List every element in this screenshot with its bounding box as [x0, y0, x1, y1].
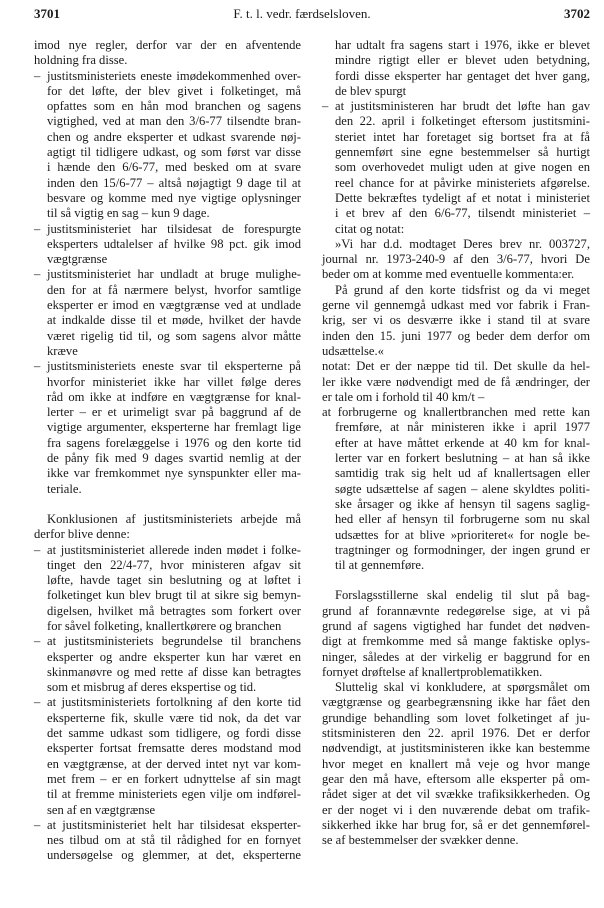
bullet-item — [34, 359, 301, 497]
text-line: imod nye regler, derfor var der en afventende — [34, 38, 301, 52]
paragraph — [34, 512, 301, 543]
text-line: lerter – er et urimeligt svar på baggrund af de — [47, 405, 301, 420]
bullet-dash: – — [34, 359, 41, 374]
text-line: besvare og komme med nye vigtige oplysninger — [47, 190, 301, 205]
bullet-item — [34, 267, 301, 359]
text-line: Konklusionen af justitsministeriets arbejde må — [47, 511, 301, 526]
page-number-right: 3702 — [564, 6, 590, 21]
text-line: at indkalde disse til et møde, hvilket der havde — [47, 313, 301, 328]
text-line: fornyet drøftelse af knallertproblematikken. — [322, 664, 543, 679]
text-line: tragtninger og formodninger, der ingen grund er — [335, 542, 590, 557]
text-line: eksperter og andre eksperter kun har været en — [47, 649, 301, 664]
page-number-left: 3701 — [34, 6, 60, 21]
bullet-dash: – — [34, 634, 41, 649]
text-line: ler ikke være nødvendigt med de få ændringer, der — [322, 374, 590, 389]
text-line: at forbrugerne og knallertbranchen med rette kan — [322, 405, 590, 420]
text-line: vigtige argumenter, eksperterne har fremlagt lige — [47, 420, 301, 435]
text-line: chen og andre eksperter et udkast svarende nøj- — [47, 129, 301, 144]
text-line: digt at fremkomme med så mange faktiske oplys- — [322, 634, 590, 649]
text-line: hvor meget en knallert må veje og hvor mange — [322, 756, 590, 771]
text-line: skinmanøvre og med rette af disse kan betragtes — [47, 664, 301, 679]
text-line: justitsministeriet har tilsidesat de forespurgte — [47, 221, 301, 236]
text-line: til at gennemføre. — [335, 558, 425, 573]
text-line: met frem – er en forkert udnyttelse af sin magt — [47, 771, 301, 786]
text-line: beder om at komme med eventuelle kommenta:er. — [322, 267, 575, 282]
text-line: reel chance for at påvirke ministeriets afgørelse. — [335, 175, 590, 190]
text-line: til at fremme ministeriets egen vilje om indførel- — [47, 787, 301, 802]
text-line: lerter var en forkert beslutning – at han så ikke — [335, 451, 590, 466]
text-line: steriet intet har foretaget sig bortset fra at få — [335, 129, 590, 144]
text-line: rådet siger at det vil svække trafiksikkerheden. Og — [322, 787, 590, 802]
text-line: holdning fra disse. — [34, 53, 128, 68]
text-line: har udtalt fra sagens start i 1976, ikke er blevet — [335, 38, 590, 52]
text-line: at justitsministeriets fortolkning af den korte tid — [47, 695, 301, 710]
text-line: det samme udkast som tidligere, og fordi disse — [47, 726, 301, 741]
bullet-dash: – — [34, 542, 41, 557]
right-column — [322, 38, 590, 848]
text-line: tinget den 22/4-77, hvor ministeren afgav sit — [47, 557, 301, 572]
text-line: råd om ikke at indføre en vægtgrænse for knal- — [47, 389, 301, 404]
text-line: ninger, således at der virkelig er baggrund for en — [322, 649, 590, 664]
text-line: grund af sagens vigtighed har fundet det nødven- — [322, 618, 590, 633]
text-line: vægtgrænse og gearbegrænsning ikke har fået den — [322, 695, 590, 710]
text-line: inden den 15. juni 1977 og beder dem derfor om — [322, 328, 590, 343]
text-line: justitsministeriets eneste imødekommenhed over- — [47, 68, 301, 83]
paragraph — [322, 283, 590, 359]
text-line: en vægtgrænse, at der derved intet nyt var kom- — [47, 756, 301, 771]
text-line: er tale om i forhold til 40 km/t – — [322, 389, 485, 404]
paragraph — [322, 237, 590, 283]
text-line: at justitsministeriets begrundelse til branchens — [47, 634, 301, 649]
text-line: vægtgrænse — [47, 252, 108, 267]
text-line: folketinget kun blev brugt til at sikre sig bemyn- — [47, 588, 301, 603]
text-line: eksperter er imod en vægtgrænse ved at undlade — [47, 298, 301, 313]
text-line: teriale. — [47, 481, 82, 496]
text-line: udsættes for at blive »prioriteret« for nogle be- — [335, 527, 590, 542]
paragraph — [322, 359, 590, 405]
text-line: fra sagens forelæggelse i 1976 og den korte tid — [47, 435, 301, 450]
text-line: sen af en vægtgrænse — [47, 802, 156, 817]
text-line: ikke var fremkommet nye synspunkter eller ma- — [47, 466, 301, 481]
paragraph — [34, 38, 301, 69]
text-line: Sluttelig skal vi konkludere, at spørgsmålet om — [335, 680, 590, 695]
bullet-dash: – — [34, 68, 41, 83]
text-line: været rigelig tid til, og som sagens alvor måtte — [47, 328, 301, 343]
text-line: eksperter fortsat fremsatte deres modstand mod — [47, 741, 301, 756]
text-line: krig, ser vi os desværre ikke i stand til at svare — [322, 313, 590, 328]
text-line: opfattes som en hån mod branchen og sagens — [47, 99, 301, 114]
text-line: kræve — [47, 343, 78, 358]
running-title: F. t. l. vedr. færdselsloven. — [233, 6, 371, 21]
text-line: at justitsministeriet helt har tilsidesat eksperter- — [47, 817, 301, 832]
text-line: som et misbrug af deres ekspertise og tid. — [47, 680, 257, 695]
paragraph — [322, 405, 590, 573]
text-line: søgte udsættelse af sagen – alene skyldtes politi- — [335, 481, 590, 496]
text-line: efter at have måttet erkende at 40 km for knal- — [335, 435, 590, 450]
bullet-dash: – — [34, 221, 41, 236]
text-line: digelsen, hvilket må betragtes som forkert over — [47, 603, 301, 618]
text-line: for såvel folketing, knallertkørere og branchen — [47, 618, 282, 633]
text-line: i et brev af den 6/6-77, tilsendt ministeriet – — [335, 206, 590, 221]
text-line: til så vigtig en sag – kun 9 dage. — [47, 206, 210, 221]
text-line: i hænde den 6/6-77, med besked om at svare — [47, 160, 301, 175]
text-line: er der noget vi i den nuværende debat om trafik- — [322, 802, 590, 817]
text-line: grundige behandling som lovet folketinget af ju- — [322, 710, 590, 725]
text-line: justitsministeriets eneste svar til eksperterne på — [47, 359, 301, 374]
bullet-item — [322, 99, 590, 237]
text-line: samtidig trak sig helt ud af knallertsagen eller — [335, 466, 590, 481]
bullet-item — [34, 818, 301, 864]
text-line: hed eller af hensyn til forbrugerne som nu skal — [335, 512, 590, 527]
text-line: som overhovedet muligt uden at give nogen en — [335, 160, 590, 175]
text-line: undersøgelse og glemmer, at det, eksperterne — [47, 848, 301, 863]
text-line: udsættelse.« — [322, 343, 384, 358]
left-column — [34, 38, 301, 864]
text-line: mindre rigtigt eller er blevet uden betydning, — [335, 53, 590, 68]
bullet-dash: – — [34, 817, 41, 832]
text-line: for det løfte, der blev givet i folketinget, må — [47, 83, 301, 98]
text-line: at justitsministeren har brudt det løfte han gav — [335, 99, 590, 114]
text-line: den 22. april i folketinget eftersom justitsmini- — [335, 114, 590, 129]
text-line: notat: Det er der næppe tid til. Det skulle da hel- — [322, 359, 590, 374]
bullet-dash: – — [34, 695, 41, 710]
text-line: Forslagsstillerne skal endelig til slut på bag- — [335, 588, 590, 603]
text-line: de blev spurgt — [335, 83, 407, 98]
text-line: eksperters udtalelser af hvilke 98 pct. gik imod — [47, 236, 301, 251]
bullet-item — [34, 543, 301, 635]
text-line: vigtighed, ved at man den 3/6-77 tilsendte bran- — [47, 114, 301, 129]
bullet-dash: – — [34, 267, 41, 282]
text-line: agtigt til tidligere udkast, og som først var disse — [47, 145, 301, 160]
text-line: journal nr. 1973-240-9 af den 3/6-77, hvori De — [322, 252, 590, 267]
bullet-item — [34, 695, 301, 817]
bullet-item — [34, 634, 301, 695]
text-line: de påny fik med 9 dages svartid nemlig at der — [47, 451, 301, 466]
paragraph — [322, 588, 590, 680]
text-line: eksperterne fik, skulle være tid nok, da det var — [47, 710, 301, 725]
text-line: nødvendigt, at justitsministeren ikke kan bestemme — [322, 741, 590, 756]
text-line: hvorfor ministeriet ikke har villet følge deres — [47, 374, 301, 389]
bullet-item — [34, 69, 301, 222]
text-line: gear den må have, eftersom alle eksperter på om- — [322, 771, 590, 786]
bullet-dash: – — [322, 99, 329, 114]
text-line: »Vi har d.d. modtaget Deres brev nr. 003727, — [335, 236, 590, 251]
text-line: grund af forannævnte redegørelse sige, at vi på — [322, 603, 590, 618]
text-line: Dette bekræftes tydeligt af et notat i ministeriet — [335, 190, 590, 205]
text-line: løfte, havde taget sin beslutning og at løftet i — [47, 573, 301, 588]
text-line: derfor blive denne: — [34, 527, 130, 542]
text-line: justitsministeriet har undladt at bruge mulighe- — [47, 267, 301, 282]
bullet-item — [322, 38, 590, 99]
text-line: stitsministeren den 22. april 1976. Det er derfor — [322, 726, 590, 741]
text-line: fordi disse eksperter har gentaget det hver gang, — [335, 68, 590, 83]
text-line: ske årsager og ikke af hensyn til sagens saglig- — [335, 496, 590, 511]
text-line: at justitsministeriet allerede inden mødet i folke- — [47, 542, 301, 557]
paragraph — [322, 680, 590, 848]
text-line: citat og notat: — [335, 221, 405, 236]
text-line: gennemført sine egne bestemmelser så hurtigt — [335, 145, 590, 160]
text-line: sikkerhed ikke har brug for, så er det gennemførel- — [322, 817, 590, 832]
text-line: den for at få nærmere belyst, hvorfor samtlige — [47, 282, 301, 297]
bullet-item — [34, 222, 301, 268]
text-line: gerne vil gennemgå udkast med vor fabrik i Fran- — [322, 298, 590, 313]
text-line: fremføre, at når ministeren ikke i april 1977 — [335, 420, 590, 435]
text-line: På grund af den korte tidsfrist og da vi meget — [335, 282, 590, 297]
text-line: se af bestemmelser der svækker denne. — [322, 833, 519, 848]
text-line: inden den 15/6-77 – altså nøjagtigt 9 dage til at — [47, 175, 301, 190]
text-line: nes tilbud om at stå til rådighed for en fornyet — [47, 833, 301, 848]
